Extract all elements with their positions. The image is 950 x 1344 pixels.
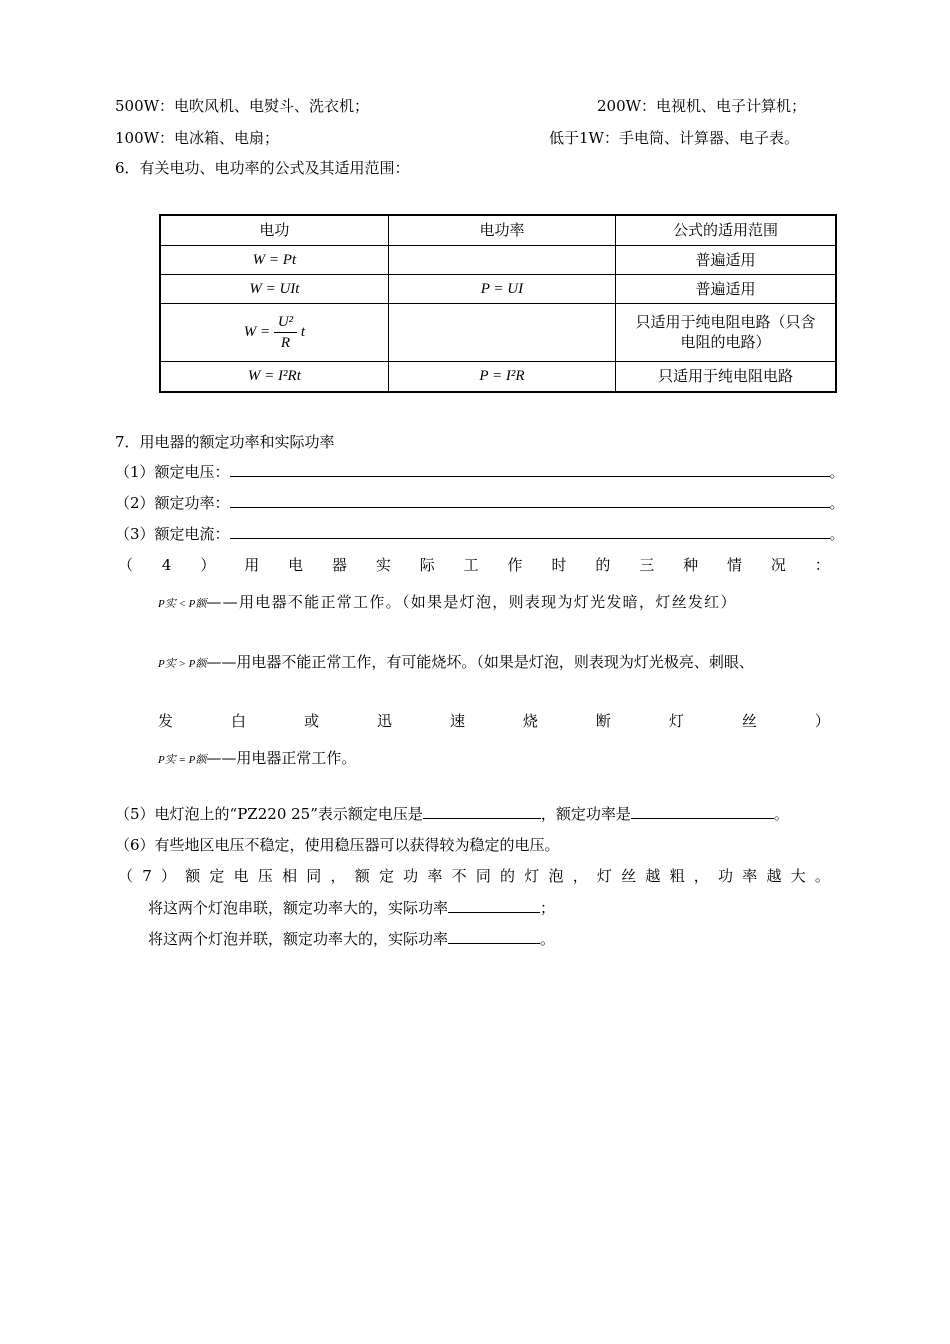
item1-label: （1）额定电压： [115,463,230,481]
spread-char: 相 [282,867,298,885]
spread-char: 际 [419,556,435,574]
item3-row [115,524,845,544]
spread-char: 定 [378,867,394,885]
work-suffix: t [300,323,306,340]
power-example-low: 低于1W：手电筒、计算器、电子表。 [549,129,799,147]
spread-char: ） [200,556,216,574]
formula-p-actual-less: P实 < P额 [158,598,207,610]
item7-parallel-text: 将这两个灯泡并联，额定功率大的，实际功率 [148,930,449,948]
spread-char: 电 [233,867,249,885]
item7-series-end: ； [540,899,556,917]
table-row [160,245,836,274]
power-formula: P = UI [388,274,615,303]
spread-char: 灯 [596,867,612,885]
power-formula [388,245,615,274]
spread-char: 种 [683,556,699,574]
parallel-power-blank[interactable] [448,929,540,944]
case-equal [158,748,356,770]
spread-char: 功 [403,867,419,885]
spread-char: 烧 [522,712,538,730]
table-row [160,303,836,361]
spread-char: 额 [185,867,201,885]
scope-cell: 普遍适用 [616,245,836,274]
scope-cell: 普遍适用 [616,274,836,303]
spread-char: （ [118,556,134,574]
scope-line1: 只适用于纯电阻电路（只含 [635,313,816,331]
section7-heading: 7．用电器的额定功率和实际功率 [115,433,335,451]
case-greater-than [158,652,754,674]
rated-power-blank[interactable] [230,493,830,508]
spread-char: 作 [507,556,523,574]
section6-heading: 6．有关电功、电功率的公式及其适用范围： [115,159,410,177]
fraction-numerator: U² [274,312,297,333]
spread-char: 迅 [376,712,392,730]
formula-table [159,214,837,393]
power-example-100w: 100W：电冰箱、电扇； [115,129,280,147]
spread-char: 压 [257,867,273,885]
item3-label: （3）额定电流： [115,525,230,543]
spread-char: 丝 [621,867,637,885]
spread-char: （ [118,867,134,885]
case-equal-text: ——用电器正常工作。 [206,749,357,767]
spread-char: 不 [451,867,467,885]
formula-p-actual-equal: P实 = P额 [158,754,207,766]
spread-char: ） [814,712,830,730]
spread-char: 实 [375,556,391,574]
item5-text-c: 。 [773,805,789,823]
scope-line2: 电阻的电路） [680,333,771,351]
spread-char: 7 [142,867,152,885]
spread-char: 的 [595,556,611,574]
spread-char: ， [693,867,709,885]
spread-char: 4 [161,556,172,574]
work-formula: W = I²Rt [160,361,388,392]
spread-char: 情 [727,556,743,574]
spread-char: 灯 [524,867,540,885]
spread-char: 时 [551,556,567,574]
power-formula [388,303,615,361]
item7-series-text: 将这两个灯泡串联，额定功率大的，实际功率 [148,899,449,917]
table-header-row [160,215,836,245]
period: 。 [829,463,845,481]
rated-current-blank[interactable] [230,524,830,539]
spread-char: 白 [230,712,246,730]
spread-char: ： [814,556,830,574]
spread-char: 发 [158,712,174,730]
work-prefix: W = [243,323,271,340]
spread-char: 况 [770,556,786,574]
spread-char: 同 [306,867,322,885]
spread-char: 工 [463,556,479,574]
spread-char: 器 [331,556,347,574]
spread-char: 同 [475,867,491,885]
spread-char: 大 [790,867,806,885]
period: 。 [829,525,845,543]
spread-char: 电 [288,556,304,574]
item7-heading [118,866,830,886]
spread-char: ， [330,867,346,885]
work-formula-fraction [160,303,388,361]
power-example-200w: 200W：电视机、电子计算机； [597,97,807,115]
header-scope: 公式的适用范围 [616,215,836,245]
period: 。 [829,494,845,512]
spread-char: 丝 [741,712,757,730]
case-less-text: ——用电器不能正常工作。（如果是灯泡，则表现为灯光发暗，灯丝发红） [206,593,737,611]
spread-char: 率 [427,867,443,885]
rated-power-pz-blank[interactable] [631,804,774,819]
spread-char: 泡 [548,867,564,885]
case-less-than [158,592,737,614]
table-row [160,274,836,303]
item1-row [115,462,845,482]
scope-cell: 只适用于纯电阻电路 [616,361,836,392]
item5-text-a: （5）电灯泡上的“PZ220 25”表示额定电压是 [115,805,423,823]
spread-char: 越 [645,867,661,885]
work-formula: W = UIt [160,274,388,303]
item7-parallel-end: 。 [540,930,556,948]
item2-row [115,493,845,513]
spread-char: 粗 [669,867,685,885]
spread-char: 越 [766,867,782,885]
fraction-denominator: R [280,334,291,351]
spread-char: 。 [814,867,830,885]
item4-heading [118,555,830,575]
item5-row [115,804,789,824]
spread-char: 额 [354,867,370,885]
spread-char: 速 [449,712,465,730]
spread-char: 三 [639,556,655,574]
item2-label: （2）额定功率： [115,494,230,512]
formula-p-actual-greater: P实 > P额 [158,658,207,670]
item6-row: （6）有些地区电压不稳定，使用稳压器可以获得较为稳定的电压。 [115,836,560,854]
rated-voltage-pz-blank[interactable] [423,804,541,819]
spread-char: ） [160,867,176,885]
header-power: 电功率 [388,215,615,245]
spread-char: 率 [742,867,758,885]
spread-char: 灯 [668,712,684,730]
work-formula: W = Pt [160,245,388,274]
item7-series-row [148,898,555,918]
spread-char: 定 [209,867,225,885]
item7-parallel-row [148,929,555,949]
spread-char: 功 [718,867,734,885]
case-greater-continuation [158,711,830,731]
power-example-500w: 500W：电吹风机、电熨斗、洗衣机； [115,97,370,115]
spread-char: 用 [244,556,260,574]
spread-char: 断 [595,712,611,730]
table-row [160,361,836,392]
case-greater-text: ——用电器不能正常工作，有可能烧坏。（如果是灯泡，则表现为灯光极亮、刺眼、 [206,653,754,671]
spread-char: 或 [303,712,319,730]
spread-char: 的 [500,867,516,885]
series-power-blank[interactable] [448,898,540,913]
fraction [274,312,297,353]
item5-text-b: ，额定功率是 [540,805,631,823]
rated-voltage-blank[interactable] [230,462,830,477]
spread-char: ， [572,867,588,885]
power-formula: P = I²R [388,361,615,392]
header-work: 电功 [160,215,388,245]
scope-cell [616,303,836,361]
